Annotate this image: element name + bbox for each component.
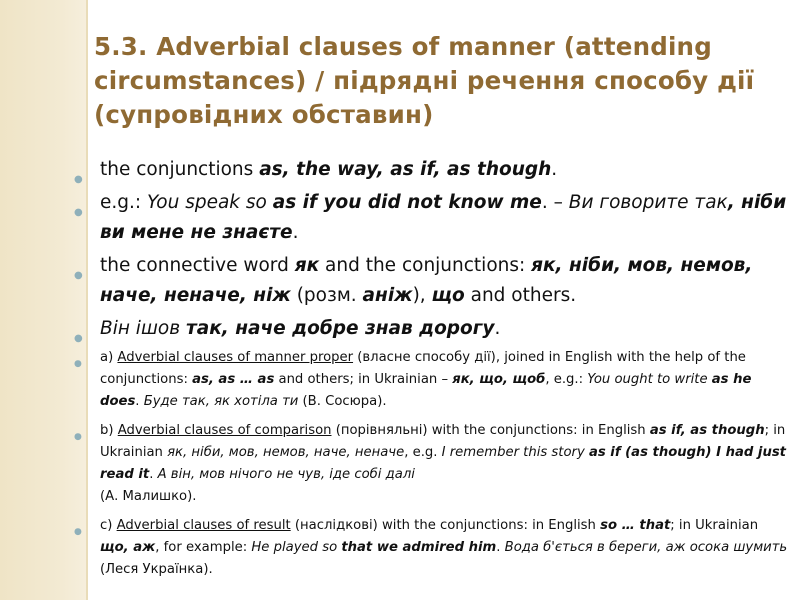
bullet-text-segment: that we admired him	[341, 540, 497, 555]
text-run: (власне способу дії), joined in English with the help of the conjunctions:	[100, 350, 746, 387]
text-run	[100, 318, 186, 339]
bullet-text-segment: Ви говорите так	[568, 192, 728, 213]
bullet-text-segment: He played so	[251, 540, 342, 555]
text-run: ; in Ukrainian	[100, 423, 786, 460]
text-run: , e.g.:	[545, 372, 588, 387]
bullet-marker-icon: ●	[74, 359, 82, 369]
text-run	[117, 518, 291, 533]
text-run: (А. Малишко).	[100, 489, 197, 504]
bullet-item	[74, 420, 790, 508]
text-run	[167, 445, 404, 460]
bullet-text-segment: You speak so	[147, 192, 273, 213]
bullet-marker-icon: ●	[74, 207, 83, 218]
text-run	[118, 423, 332, 438]
bullet-marker-icon: ●	[74, 432, 82, 442]
bullet-text-segment: as he does	[100, 372, 752, 409]
bullet-text-segment: as if (as though) I had just read it	[100, 445, 786, 482]
bullet-text-segment: як, ніби, мов, немов, наче, неначе, ніж	[100, 255, 753, 306]
text-run	[341, 540, 496, 555]
text-run	[600, 518, 670, 533]
text-run: and others.	[464, 285, 577, 306]
text-run: (Леся Українка).	[100, 562, 213, 577]
slide-title: 5.3. Adverbial clauses of manner (attending circumstances) / підрядні речення способу дії (супровідних обставин)	[94, 32, 755, 129]
bullet-text-segment: You ought to write	[587, 372, 712, 387]
text-run	[295, 255, 319, 276]
bullet-text-segment: що	[431, 285, 465, 306]
text-run: .	[494, 318, 501, 339]
text-run	[117, 350, 353, 365]
text-run	[186, 318, 494, 339]
text-run: e.g.:	[100, 192, 147, 213]
text-run	[259, 159, 551, 180]
bullet-item	[74, 251, 790, 311]
bullet-item	[74, 515, 790, 581]
text-run	[452, 372, 545, 387]
text-run: a)	[100, 350, 118, 365]
text-run: (наслідкові) with the conjunctions: in English	[290, 518, 601, 533]
bullet-text-segment: аніж	[362, 285, 413, 306]
bullet-item	[74, 155, 790, 185]
bullet-text-segment: as, the way, as if, as though	[259, 159, 552, 180]
text-run: the conjunctions	[100, 159, 260, 180]
bullet-list	[74, 155, 790, 588]
text-run: c)	[100, 518, 117, 533]
text-run: ),	[412, 285, 432, 306]
bullet-item	[74, 347, 790, 413]
text-run	[505, 540, 788, 555]
text-run: .	[135, 394, 144, 409]
text-run	[100, 540, 155, 555]
bullet-marker-icon: ●	[74, 333, 83, 344]
text-run: (розм.	[290, 285, 363, 306]
bullet-text-segment: Він ішов	[100, 318, 186, 339]
text-run: and others; in Ukrainian –	[274, 372, 453, 387]
bullet-text-segment: Adverbial clauses of result	[116, 518, 291, 533]
text-run: .	[496, 540, 505, 555]
text-run	[569, 192, 728, 213]
bullet-text-segment: Буде так, як хотіла ти	[143, 394, 299, 409]
bullet-text-segment: I remember this story	[441, 445, 589, 460]
bullet-text-segment: як, ніби, мов, немов, наче, неначе	[167, 445, 405, 460]
text-run: .	[292, 222, 299, 243]
text-run	[251, 540, 341, 555]
text-run	[273, 192, 542, 213]
text-run: b)	[100, 423, 118, 438]
bullet-marker-icon: ●	[74, 270, 83, 281]
text-run: the connective word	[100, 255, 295, 276]
bullet-marker-icon: ●	[74, 174, 83, 185]
text-run: . –	[541, 192, 569, 213]
bullet-text-segment: А він, мов нічого не чув, іде собі далі	[157, 467, 415, 482]
text-run: ; in Ukrainian	[670, 518, 759, 533]
bullet-text-segment: so … that	[600, 518, 671, 533]
bullet-item	[74, 188, 790, 248]
bullet-text-segment: так, наче добре знав дорогу	[185, 318, 495, 339]
text-run	[442, 445, 589, 460]
bullet-text-segment: Adverbial clauses of comparison	[117, 423, 332, 438]
text-run	[147, 192, 273, 213]
bullet-text-segment: as if you did not know me	[272, 192, 542, 213]
bullet-text-segment: як, що, щоб	[452, 372, 546, 387]
text-run: (порівняльні) with the conjunctions: in English	[331, 423, 650, 438]
text-run	[650, 423, 765, 438]
bullet-text-segment: Adverbial clauses of manner proper	[117, 350, 354, 365]
text-run: .	[551, 159, 558, 180]
text-run	[432, 285, 465, 306]
text-run: , for example:	[155, 540, 252, 555]
text-run	[363, 285, 413, 306]
text-run	[144, 394, 299, 409]
text-run	[587, 372, 712, 387]
text-run: , e.g.	[404, 445, 442, 460]
text-run: and the conjunctions:	[319, 255, 532, 276]
bullet-text-segment: as, as … as	[192, 372, 275, 387]
bullet-text-segment: Вода б'ється в береги, аж осока шумить	[504, 540, 788, 555]
text-run	[192, 372, 274, 387]
bullet-marker-icon: ●	[74, 527, 82, 537]
bullet-item	[74, 314, 790, 344]
bullet-text-segment: as if, as though	[649, 423, 765, 438]
bullet-text-segment: , ніби ви мене не знаєте	[100, 192, 787, 243]
bullet-text-segment: як	[294, 255, 320, 276]
text-run	[158, 467, 415, 482]
bullet-text-segment: що, аж	[100, 540, 156, 555]
text-run: (В. Сосюра).	[298, 394, 387, 409]
text-run: .	[149, 467, 158, 482]
